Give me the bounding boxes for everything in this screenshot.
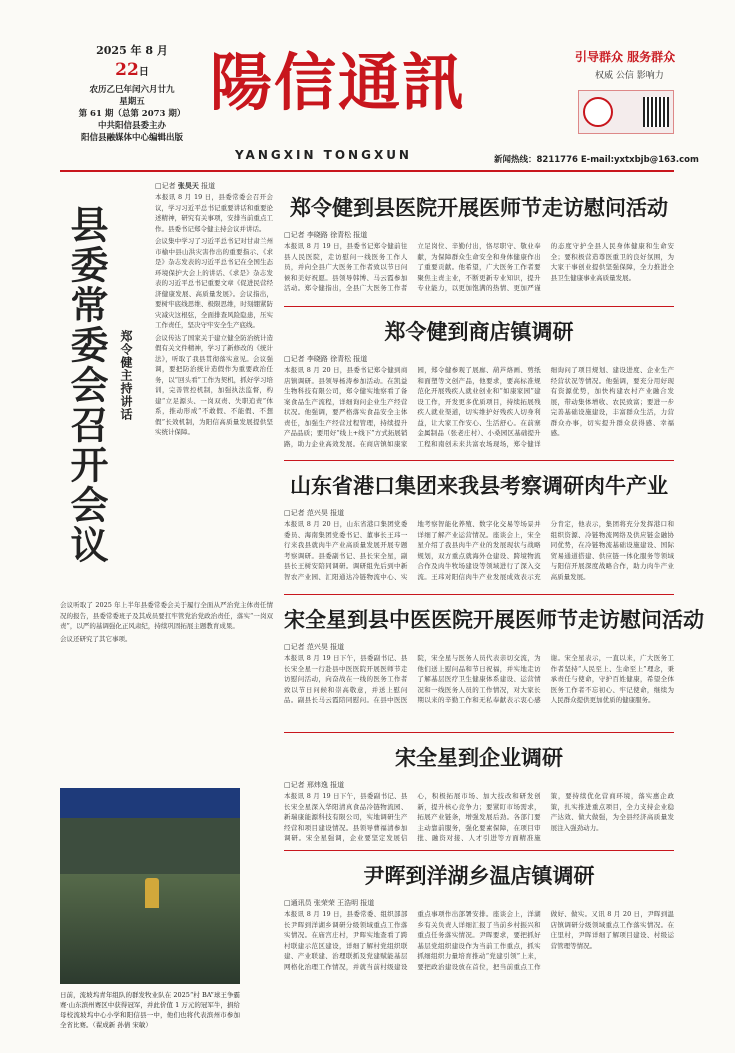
article-5 — [284, 736, 674, 848]
slogan: 引导群众 服务群众 — [575, 50, 676, 64]
date-block — [62, 42, 202, 144]
article-3-title: 山东省港口集团来我县考察调研肉牛产业 — [290, 473, 668, 498]
article-2-byline: □记者 李晓路 徐青松 报道 — [284, 355, 368, 363]
lead-paragraph-2: 会议集中学习了习近平总书记对甘肃兰州市榆中县山洪灾害作出的重要指示、《求是》杂志发表的习近平总书记在全国生态环境保护大会上的讲话、《求是》杂志发表的习近平总书记重要文章《促进民营经济健康发展、高质量发展》。会议指出，要树牢底线思维、极限思维，时刻绷紧防灾减灾这根弦，全面排查风险隐患，压实工作责任，坚决守牢安全生产底线。 — [155, 237, 273, 329]
masthead-english: YANGXIN TONGXUN — [235, 148, 412, 162]
article-6-body: 本报讯 8 月 19 日，县委常委、组织部部长尹晖到洋湖乡调研分级领域重点工作落实情况。在庙宫庄村，尹晖实地查看了跨村联建示范区建设，详细了解村党组织联建、产业联建、治理联抓及党建赋能基层网格化治理工作情况，并就当前村级建设重点事项作出部署安排。座谈会上，洋湖乡有关负责人详细汇报了当前乡村振兴和重点任务落实情况。尹晖要求，要把抓好基层党组织建设作为当前工作重点，抓实抓细组织力量培育推动“党建引领”上来，要把政治建设放在首位，把当前重点工作做好、做实。又讯 8 月 20 日，尹晖到温店镇调研分级领域重点工作落实情况。在庄里村，尹晖详细了解项目建设、村级运营管理等情况。 — [284, 910, 674, 971]
article-6-title: 尹晖到洋湖乡温店镇调研 — [363, 863, 595, 888]
lead-headline: 县委常委会召开会议 — [64, 205, 109, 565]
article-1-title: 郑令健到县医院开展医师节走访慰问活动 — [290, 195, 668, 220]
lead-paragraph-1: 本报讯 8 月 19 日，县委常委会召开会议，学习习近平总书记重要讲话和重要论述精神，研究有关事项，安排当前重点工作。县委书记郑令健主持会议并讲话。 — [155, 193, 273, 233]
lead-article-cont — [60, 600, 273, 644]
divider — [284, 594, 674, 595]
weekday: 星期五 — [119, 97, 145, 107]
article-3 — [284, 464, 674, 592]
article-1 — [284, 180, 674, 305]
publisher: 阳信县融媒体中心编辑出版 — [80, 133, 183, 143]
issue-number: 第 61 期（总第 2073 期） — [78, 109, 186, 119]
article-4-body: 本报讯 8 月 19 日下午，县委副书记、县长宋全星一行赴县中医医院开展医师节走访慰问活动，向奋战在一线的医务工作者致以节日问候和崇高敬意，并送上慰问品。副县长马云霞陪同慰问。在县中医医院，宋全星与医务人员代表亲切交流，为他们送上慰问品和节日祝福，并实地走访了解基层医疗卫生健康体系建设、运营情况和一线医务人员的工作情况，对大家长期以来的辛勤工作和无私奉献表示衷心感谢。宋全星表示，一直以来，广大医务工作者坚持“人民至上、生命至上”理念，秉承责任与使命，守护百姓健康，希望全体医务工作者不忘初心、牢记使命，继续为人民群众提供更加优质的健康服务。 — [284, 654, 674, 704]
masthead-logo: 陽信通訊 — [210, 46, 467, 119]
trophy-icon — [145, 878, 159, 908]
date-day: 22日 — [115, 60, 149, 80]
header-rule — [60, 170, 674, 172]
article-5-byline: □记者 邢炜逸 报道 — [284, 781, 345, 789]
article-6 — [284, 854, 674, 1044]
divider — [284, 850, 674, 851]
lead-subheadline: 郑令健主持讲话 — [119, 330, 133, 421]
article-2 — [284, 310, 674, 458]
photo-caption: 日前，流坡坞青年组队的群发牧业队在 2025“村 BA”球王争霸赛·山东滨州赛区中获得冠军，并此价值 1 万元的冠军牛，捐给母校流坡坞中心小学和阳信县一中，他们也将代表滨州市参加全省比赛。（翟成新 孙倩 宋敏） — [60, 991, 240, 1029]
lead-byline: □记者 张昊天 报道 — [155, 181, 216, 190]
divider — [284, 306, 674, 307]
article-6-byline: □通讯员 张荣荣 王浩明 报道 — [284, 899, 375, 907]
news-photo — [60, 788, 240, 984]
lead-paragraph-4: 会议听取了 2025 年上半年县委常委会关于履行全面从严治党主体责任情况的报告，县委常委班子及其成员要扛牢管党治党政治责任，落实“一岗双责”，以严的基调强化正风肃纪，持续巩固拓展主题教育成果。 — [60, 601, 273, 630]
article-5-title: 宋全星到企业调研 — [395, 745, 563, 770]
article-4 — [284, 598, 704, 730]
article-2-title: 郑令健到商店镇调研 — [384, 319, 574, 344]
article-3-byline: □记者 范兴昊 报道 — [284, 509, 345, 517]
slogan-secondary: 权威 公信 影响力 — [595, 71, 664, 81]
date-year-month: 2025 年 8 月 — [96, 44, 168, 57]
logo-icon — [583, 97, 613, 127]
article-5-body: 本报讯 8 月 19 日下午，县委副书记、县长宋全星深入华阳清真食品冷链物流园、新瑞康能源科技有限公司，实地调研生产经营和项目建设情况。县领导曹福清参加调研。宋全星强调，企业要坚定发展信心，积极拓展市场、加大技改和研发创新，提升核心竞争力；要紧盯市场需求，拓展产业链条，增强发展后劲。各部门要主动靠前服务，强化要素保障，在项目审批、融资对接、人才引进等方面精准施策，要持续优化营商环境，落实惠企政策，扎实推进重点项目，全力支持企业稳产达效、做大做强，为全县经济高质量发展注入强劲动力。 — [284, 792, 674, 842]
article-1-byline: □记者 李晓路 徐青松 报道 — [284, 231, 368, 239]
article-3-body: 本报讯 8 月 20 日，山东省港口集团党委委员、海南集团党委书记、董事长王玮一行来我县就肉牛产业高质量发展开展专题考察调研。县委副书记、县长宋全星，副县长王树安陪同调研。调研组先后到中新智农产业园、汇阳通达冷链物流中心、实地考察智能化养殖、数字化交易等场景并详细了解产业运营情况。座谈会上，宋全星介绍了我县肉牛产业的发展现状与战略规划，双方重点就海外仓建设、跨境物流合作及肉牛牧场建设等领域进行了深入交流。王玮对阳信肉牛产业发展成效表示充分肯定，他表示，集团将充分发挥港口和组织资源、冷链物流网络及供应链金融协同优势，在冷链物流基础设施建设、国际贸易通道搭建、供应链一体化服务等领域与阳信开展深度战略合作，助力肉牛产业高质量发展。 — [284, 520, 674, 581]
hotline: 新闻热线：8211776 E-mail:yxtxbjb@163.com — [494, 155, 699, 165]
divider — [284, 732, 674, 733]
qr-code-icon — [643, 97, 669, 127]
lead-paragraph-3: 会议传达了国家关于建立健全防治统计造假有关文件精神，学习了新修改的《统计法》，听取了我县贯彻落实意见。会议强调，要把防治统计造假作为重要政治任务，以“回头看”工作为契机，抓好学习培训，完善管控机制，加强执法监督，构建“立足源头、一岗双责、失职追责”体系，推动形成“不敢假、不能假、不想假”长效机制，为阳信高质量发展提供坚实统计保障。 — [155, 333, 273, 436]
divider — [284, 460, 674, 461]
article-4-title: 宋全星到县中医医院开展医师节走访慰问活动 — [284, 607, 704, 632]
lunar-date: 农历乙巳年闰六月廿九 — [89, 85, 175, 95]
article-1-body: 本报讯 8 月 19 日，县委书记郑令健前往县人民医院，走访慰问一线医务工作人员，并向全县广大医务工作者致以节日问候和美好祝愿。县领导韩博、马云霞参加活动。郑令健指出，全县广大医务工作者立足岗位、辛勤付出，恪尽职守、敬业奉献，为保障群众生命安全和身体健康作出了重要贡献。他希望，广大医务工作者要聚焦主责主业，不断更新专业知识，提升专业能力，以更加饱满的热情、更加严谨的态度守护全县人民身体健康和生命安全；要积极营造尊医重卫的良好氛围，为大家干事创业提供坚强保障，全力推进全县卫生健康事业高质量发展。 — [284, 242, 674, 292]
lead-paragraph-5: 会议还研究了其它事项。 — [60, 634, 132, 643]
article-2-body: 本报讯 8 月 20 日，县委书记郑令健到商店镇调研。县领导杨涛参加活动。在凯益生物科技有限公司，郑令健实地察看了备案食品生产流程，详细询问企业生产经营状况。他强调，要严格落实食品安全主体责任，加强生产经营过程管理，持续提升产品品质；要用好“线上+线下”方式拓展销路，助力企业高效发展。在商店镇如康家园，郑令健参观了展廊、葫芦烙画、剪纸和面塑等文创产品，他要求，要高标准规范化开展残疾人就业创业和“如康家园”建设工作，开发更多优质项目，持续拓展残疾人就业渠道，切实维护好残疾人切身利益，让大家工作安心、生活舒心。在前寨金属制品（张老庄村）、小桑园区基础提升工程和南创未来共富农场现场，郑令健详细询问了项目规划、建设进度、企业生产经营状况等情况。他强调，要充分用好现有资源优势，加快构建农村产业融合发展，带动集体增收、农民致富；要进一步完善基础设施建设，丰富群众生活，力营群众办事，切实提升群众获得感、幸福感。 — [284, 366, 674, 448]
sponsor: 中共阳信县委主办 — [97, 121, 166, 131]
lead-article — [155, 180, 273, 438]
qr-code-banner — [578, 90, 674, 134]
article-4-byline: □记者 范兴昊 报道 — [284, 643, 345, 651]
